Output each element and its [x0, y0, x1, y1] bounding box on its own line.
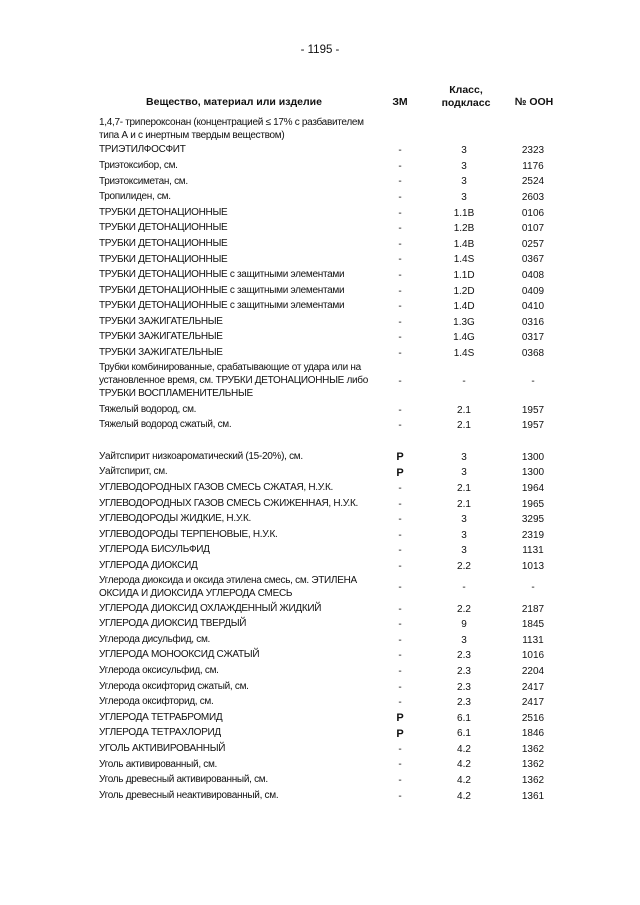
- table-row: [0, 330, 640, 346]
- cell-zm: -: [398, 619, 402, 631]
- cell-name: УГЛЕВОДОРОДНЫХ ГАЗОВ СМЕСЬ СЖИЖЕННАЯ, Н.У.К.: [99, 497, 358, 509]
- cell-un-number: 2319: [521, 529, 545, 541]
- table-row: [0, 190, 640, 206]
- cell-class: 3: [461, 192, 467, 204]
- cell-un-number: 1362: [521, 743, 545, 755]
- cell-class: 1.4S: [453, 348, 475, 360]
- table-row: [0, 574, 640, 601]
- cell-zm: -: [398, 420, 402, 432]
- table-row: [0, 221, 640, 237]
- cell-class: 3: [461, 160, 467, 172]
- table-row: [0, 268, 640, 284]
- cell-name: Триэтоксиметан, см.: [99, 175, 188, 187]
- cell-un-number: 0316: [521, 316, 545, 328]
- cell-zm: P: [396, 712, 404, 725]
- cell-zm: -: [398, 790, 402, 802]
- cell-un-number: 0409: [521, 285, 545, 297]
- cell-class: 3: [461, 467, 467, 479]
- cell-un-number: 1013: [521, 560, 545, 572]
- cell-name: Углерода оксисульфид, см.: [99, 664, 219, 676]
- cell-class: 3: [461, 176, 467, 188]
- cell-un-number: 1362: [521, 759, 545, 771]
- cell-zm: -: [398, 743, 402, 755]
- cell-un-number: 0106: [521, 207, 545, 219]
- cell-class: 2.1: [457, 404, 471, 416]
- table-row: [0, 695, 640, 711]
- cell-name: Углерода оксифторид, см.: [99, 696, 214, 708]
- table-row: [0, 174, 640, 190]
- cell-zm: -: [398, 529, 402, 541]
- cell-class: 3: [461, 545, 467, 557]
- cell-class: 3: [461, 529, 467, 541]
- table-row: [0, 496, 640, 512]
- cell-name: УГЛЕРОДА БИСУЛЬФИД: [99, 544, 210, 556]
- page-number: - 1195 -: [300, 44, 340, 56]
- table-row: [0, 283, 640, 299]
- cell-class: 2.1: [457, 498, 471, 510]
- cell-un-number: 1965: [521, 498, 545, 510]
- table-row: [0, 601, 640, 617]
- cell-name: Углерода диоксида и оксида этилена смесь, см. ЭТИЛЕНА ОКСИДА И ДИОКСИДА УГЛЕРОДА СМЕСЬ: [99, 574, 357, 599]
- cell-name: УГЛЕРОДА МОНООКСИД СЖАТЫЙ: [99, 649, 260, 661]
- cell-name: Тяжелый водород сжатый, см.: [99, 419, 232, 431]
- table-row: [0, 252, 640, 268]
- cell-class: 4.2: [457, 775, 471, 787]
- cell-un-number: 0367: [521, 254, 545, 266]
- cell-un-number: 0107: [521, 223, 545, 235]
- cell-class: 1.4S: [453, 254, 475, 266]
- table-row: [0, 788, 640, 804]
- cell-zm: -: [398, 634, 402, 646]
- cell-un-number: 1176: [522, 160, 544, 172]
- cell-name: Уголь древесный активированный, см.: [99, 774, 268, 786]
- cell-name: Уайтспирит, см.: [99, 466, 168, 478]
- table-row: [0, 434, 640, 450]
- cell-class: 2.1: [457, 482, 471, 494]
- table-row: [0, 648, 640, 664]
- cell-zm: -: [398, 665, 402, 677]
- cell-un-number: -: [531, 582, 535, 594]
- cell-un-number: 0257: [521, 238, 545, 250]
- table-row: [0, 205, 640, 221]
- table-row: [0, 346, 640, 362]
- table-row: [0, 773, 640, 789]
- cell-un-number: 1016: [521, 650, 545, 662]
- cell-un-number: 1957: [521, 404, 545, 416]
- cell-name: ТРУБКИ ЗАЖИГАТЕЛЬНЫЕ: [99, 315, 223, 327]
- cell-zm: -: [398, 650, 402, 662]
- cell-name: УГЛЕВОДОРОДЫ ТЕРПЕНОВЫЕ, Н.У.К.: [99, 528, 278, 540]
- cell-name: ТРИЭТИЛФОСФИТ: [99, 144, 186, 156]
- cell-name: 1,4,7- трипероксонан (концентрацией ≤ 17% с разбавителем типа А и с инертным твердым веществом): [99, 116, 364, 141]
- cell-un-number: 0317: [521, 332, 545, 344]
- table-body: [0, 116, 640, 804]
- cell-zm: -: [398, 301, 402, 313]
- cell-un-number: 1845: [521, 619, 545, 631]
- cell-zm: -: [398, 498, 402, 510]
- cell-name: Трубки комбинированные, срабатывающие от удара или на установленное время, см. ТРУБКИ ДЕТОНАЦИОННЫЕ либо ТРУБКИ ВОСПЛАМЕНИТЕЛЬНЫЕ: [99, 362, 368, 400]
- cell-name: Уголь древесный неактивированный, см.: [99, 789, 279, 801]
- header-class: Класс, подкласс: [441, 84, 491, 109]
- cell-name: ТРУБКИ ДЕТОНАЦИОННЫЕ: [99, 206, 228, 218]
- cell-name: УГЛЕРОДА ТЕТРАХЛОРИД: [99, 727, 221, 739]
- cell-class: 4.2: [457, 759, 471, 771]
- cell-un-number: 1131: [522, 545, 544, 557]
- cell-un-number: 1846: [521, 728, 545, 740]
- header-un-number: № ООН: [514, 96, 554, 108]
- cell-zm: -: [398, 697, 402, 709]
- cell-class: 3: [461, 145, 467, 157]
- table-row: [0, 710, 640, 726]
- cell-name: ТРУБКИ ДЕТОНАЦИОННЫЕ: [99, 237, 228, 249]
- cell-name: УГЛЕРОДА ТЕТРАБРОМИД: [99, 711, 223, 723]
- cell-class: 4.2: [457, 790, 471, 802]
- table-row: [0, 617, 640, 633]
- cell-name: Углерода оксифторид сжатый, см.: [99, 680, 249, 692]
- cell-un-number: 2187: [521, 603, 545, 615]
- header-zm: ЗМ: [392, 96, 408, 108]
- cell-un-number: 2323: [521, 145, 545, 157]
- table-row: [0, 679, 640, 695]
- table-row: [0, 481, 640, 497]
- cell-un-number: 1362: [521, 775, 545, 787]
- cell-un-number: 1964: [521, 482, 545, 494]
- cell-un-number: 2417: [521, 697, 545, 709]
- cell-class: 2.3: [457, 697, 471, 709]
- cell-zm: -: [398, 160, 402, 172]
- cell-class: 1.2D: [453, 285, 475, 297]
- cell-name: Уголь активированный, см.: [99, 758, 218, 770]
- cell-un-number: 2417: [521, 681, 545, 693]
- cell-un-number: 1300: [521, 451, 545, 463]
- cell-class: 2.2: [457, 603, 471, 615]
- header-name: Вещество, материал или изделие: [146, 96, 322, 108]
- cell-zm: -: [398, 545, 402, 557]
- cell-class: 1.4B: [453, 238, 475, 250]
- table-row: [0, 159, 640, 175]
- table-row: [0, 664, 640, 680]
- table-row: [0, 402, 640, 418]
- cell-name: ТРУБКИ ДЕТОНАЦИОННЫЕ с защитными элементами: [99, 300, 345, 312]
- table-row: [0, 143, 640, 159]
- table-row: [0, 299, 640, 315]
- cell-class: 1.1D: [453, 270, 475, 282]
- cell-name: ТРУБКИ ДЕТОНАЦИОННЫЕ с защитными элементами: [99, 269, 345, 281]
- cell-name: УГЛЕРОДА ДИОКСИД ОХЛАЖДЕННЫЙ ЖИДКИЙ: [99, 602, 322, 614]
- cell-un-number: 0410: [521, 301, 545, 313]
- cell-class: 1.1B: [453, 207, 475, 219]
- cell-zm: -: [398, 192, 402, 204]
- cell-class: 2.3: [457, 681, 471, 693]
- cell-class: 3: [461, 634, 467, 646]
- table-row: [0, 757, 640, 773]
- cell-class: 1.4D: [453, 301, 475, 313]
- cell-class: 2.3: [457, 650, 471, 662]
- cell-name: Тропилиден, см.: [99, 191, 171, 203]
- table-row: [0, 742, 640, 758]
- cell-un-number: 2516: [521, 712, 545, 724]
- cell-class: -: [462, 582, 466, 594]
- cell-un-number: 2524: [521, 176, 545, 188]
- cell-zm: -: [398, 376, 402, 388]
- cell-zm: P: [396, 727, 404, 740]
- cell-name: УГЛЕВОДОРОДНЫХ ГАЗОВ СМЕСЬ СЖАТАЯ, Н.У.К.: [99, 482, 333, 494]
- cell-class: 6.1: [457, 728, 471, 740]
- table-row: [0, 527, 640, 543]
- cell-un-number: 2204: [521, 665, 545, 677]
- cell-zm: -: [398, 775, 402, 787]
- table-row: [0, 315, 640, 331]
- table-row: [0, 559, 640, 575]
- cell-class: 3: [461, 514, 467, 526]
- cell-name: УГЛЕРОДА ДИОКСИД ТВЕРДЫЙ: [99, 618, 247, 630]
- cell-name: Триэтоксибор, см.: [99, 159, 178, 171]
- cell-zm: -: [398, 482, 402, 494]
- cell-zm: -: [398, 223, 402, 235]
- cell-zm: -: [398, 404, 402, 416]
- cell-name: ТРУБКИ ДЕТОНАЦИОННЫЕ: [99, 222, 228, 234]
- cell-class: 1.2B: [453, 223, 475, 235]
- cell-name: ТРУБКИ ДЕТОНАЦИОННЫЕ: [99, 253, 228, 265]
- cell-zm: -: [398, 316, 402, 328]
- cell-name: УГЛЕВОДОРОДЫ ЖИДКИЕ, Н.У.К.: [99, 513, 252, 525]
- cell-zm: -: [398, 560, 402, 572]
- table-row: [0, 465, 640, 481]
- cell-zm: -: [398, 254, 402, 266]
- cell-zm: -: [398, 681, 402, 693]
- cell-zm: P: [396, 466, 404, 479]
- cell-class: 1.4G: [453, 332, 475, 344]
- cell-class: 3: [461, 451, 467, 463]
- table-row: [0, 632, 640, 648]
- cell-class: 2.2: [457, 560, 471, 572]
- table-row: [0, 237, 640, 253]
- table-row: [0, 116, 640, 143]
- table-row: [0, 512, 640, 528]
- cell-name: ТРУБКИ ЗАЖИГАТЕЛЬНЫЕ: [99, 347, 223, 359]
- cell-class: 1.3G: [453, 316, 475, 328]
- cell-un-number: 3295: [521, 514, 545, 526]
- cell-name: ТРУБКИ ДЕТОНАЦИОННЫЕ с защитными элементами: [99, 284, 345, 296]
- cell-un-number: 1361: [521, 790, 545, 802]
- cell-zm: -: [398, 348, 402, 360]
- cell-un-number: -: [531, 376, 535, 388]
- cell-class: 6.1: [457, 712, 471, 724]
- cell-un-number: 1300: [521, 467, 545, 479]
- cell-name: Уайтспирит низкоароматический (15-20%), см.: [99, 450, 303, 462]
- cell-name: ТРУБКИ ЗАЖИГАТЕЛЬНЫЕ: [99, 331, 223, 343]
- cell-name: УГЛЕРОДА ДИОКСИД: [99, 560, 198, 571]
- table-row: [0, 543, 640, 559]
- cell-zm: -: [398, 285, 402, 297]
- cell-zm: -: [398, 582, 402, 594]
- table-row: [0, 450, 640, 466]
- cell-zm: -: [398, 759, 402, 771]
- cell-zm: -: [398, 332, 402, 344]
- table-row: [0, 726, 640, 742]
- cell-class: 2.3: [457, 665, 471, 677]
- cell-zm: -: [398, 207, 402, 219]
- cell-class: 9: [461, 619, 467, 631]
- cell-zm: -: [398, 238, 402, 250]
- cell-un-number: 1131: [522, 634, 544, 646]
- cell-name: Тяжелый водород, см.: [99, 403, 197, 415]
- cell-zm: -: [398, 514, 402, 526]
- table-row: [0, 418, 640, 434]
- cell-class: -: [462, 376, 466, 388]
- cell-name: УГОЛЬ АКТИВИРОВАННЫЙ: [99, 742, 226, 754]
- cell-un-number: 0408: [521, 270, 545, 282]
- cell-class: 4.2: [457, 743, 471, 755]
- cell-un-number: 1957: [521, 420, 545, 432]
- cell-un-number: 0368: [521, 348, 545, 360]
- cell-un-number: 2603: [521, 192, 545, 204]
- cell-class: 2.1: [457, 420, 471, 432]
- cell-zm: -: [398, 270, 402, 282]
- cell-name: Углерода дисульфид, см.: [99, 633, 211, 645]
- cell-zm: -: [398, 176, 402, 188]
- table-row: [0, 361, 640, 402]
- cell-zm: -: [398, 145, 402, 157]
- cell-zm: -: [398, 603, 402, 615]
- cell-zm: P: [396, 451, 404, 464]
